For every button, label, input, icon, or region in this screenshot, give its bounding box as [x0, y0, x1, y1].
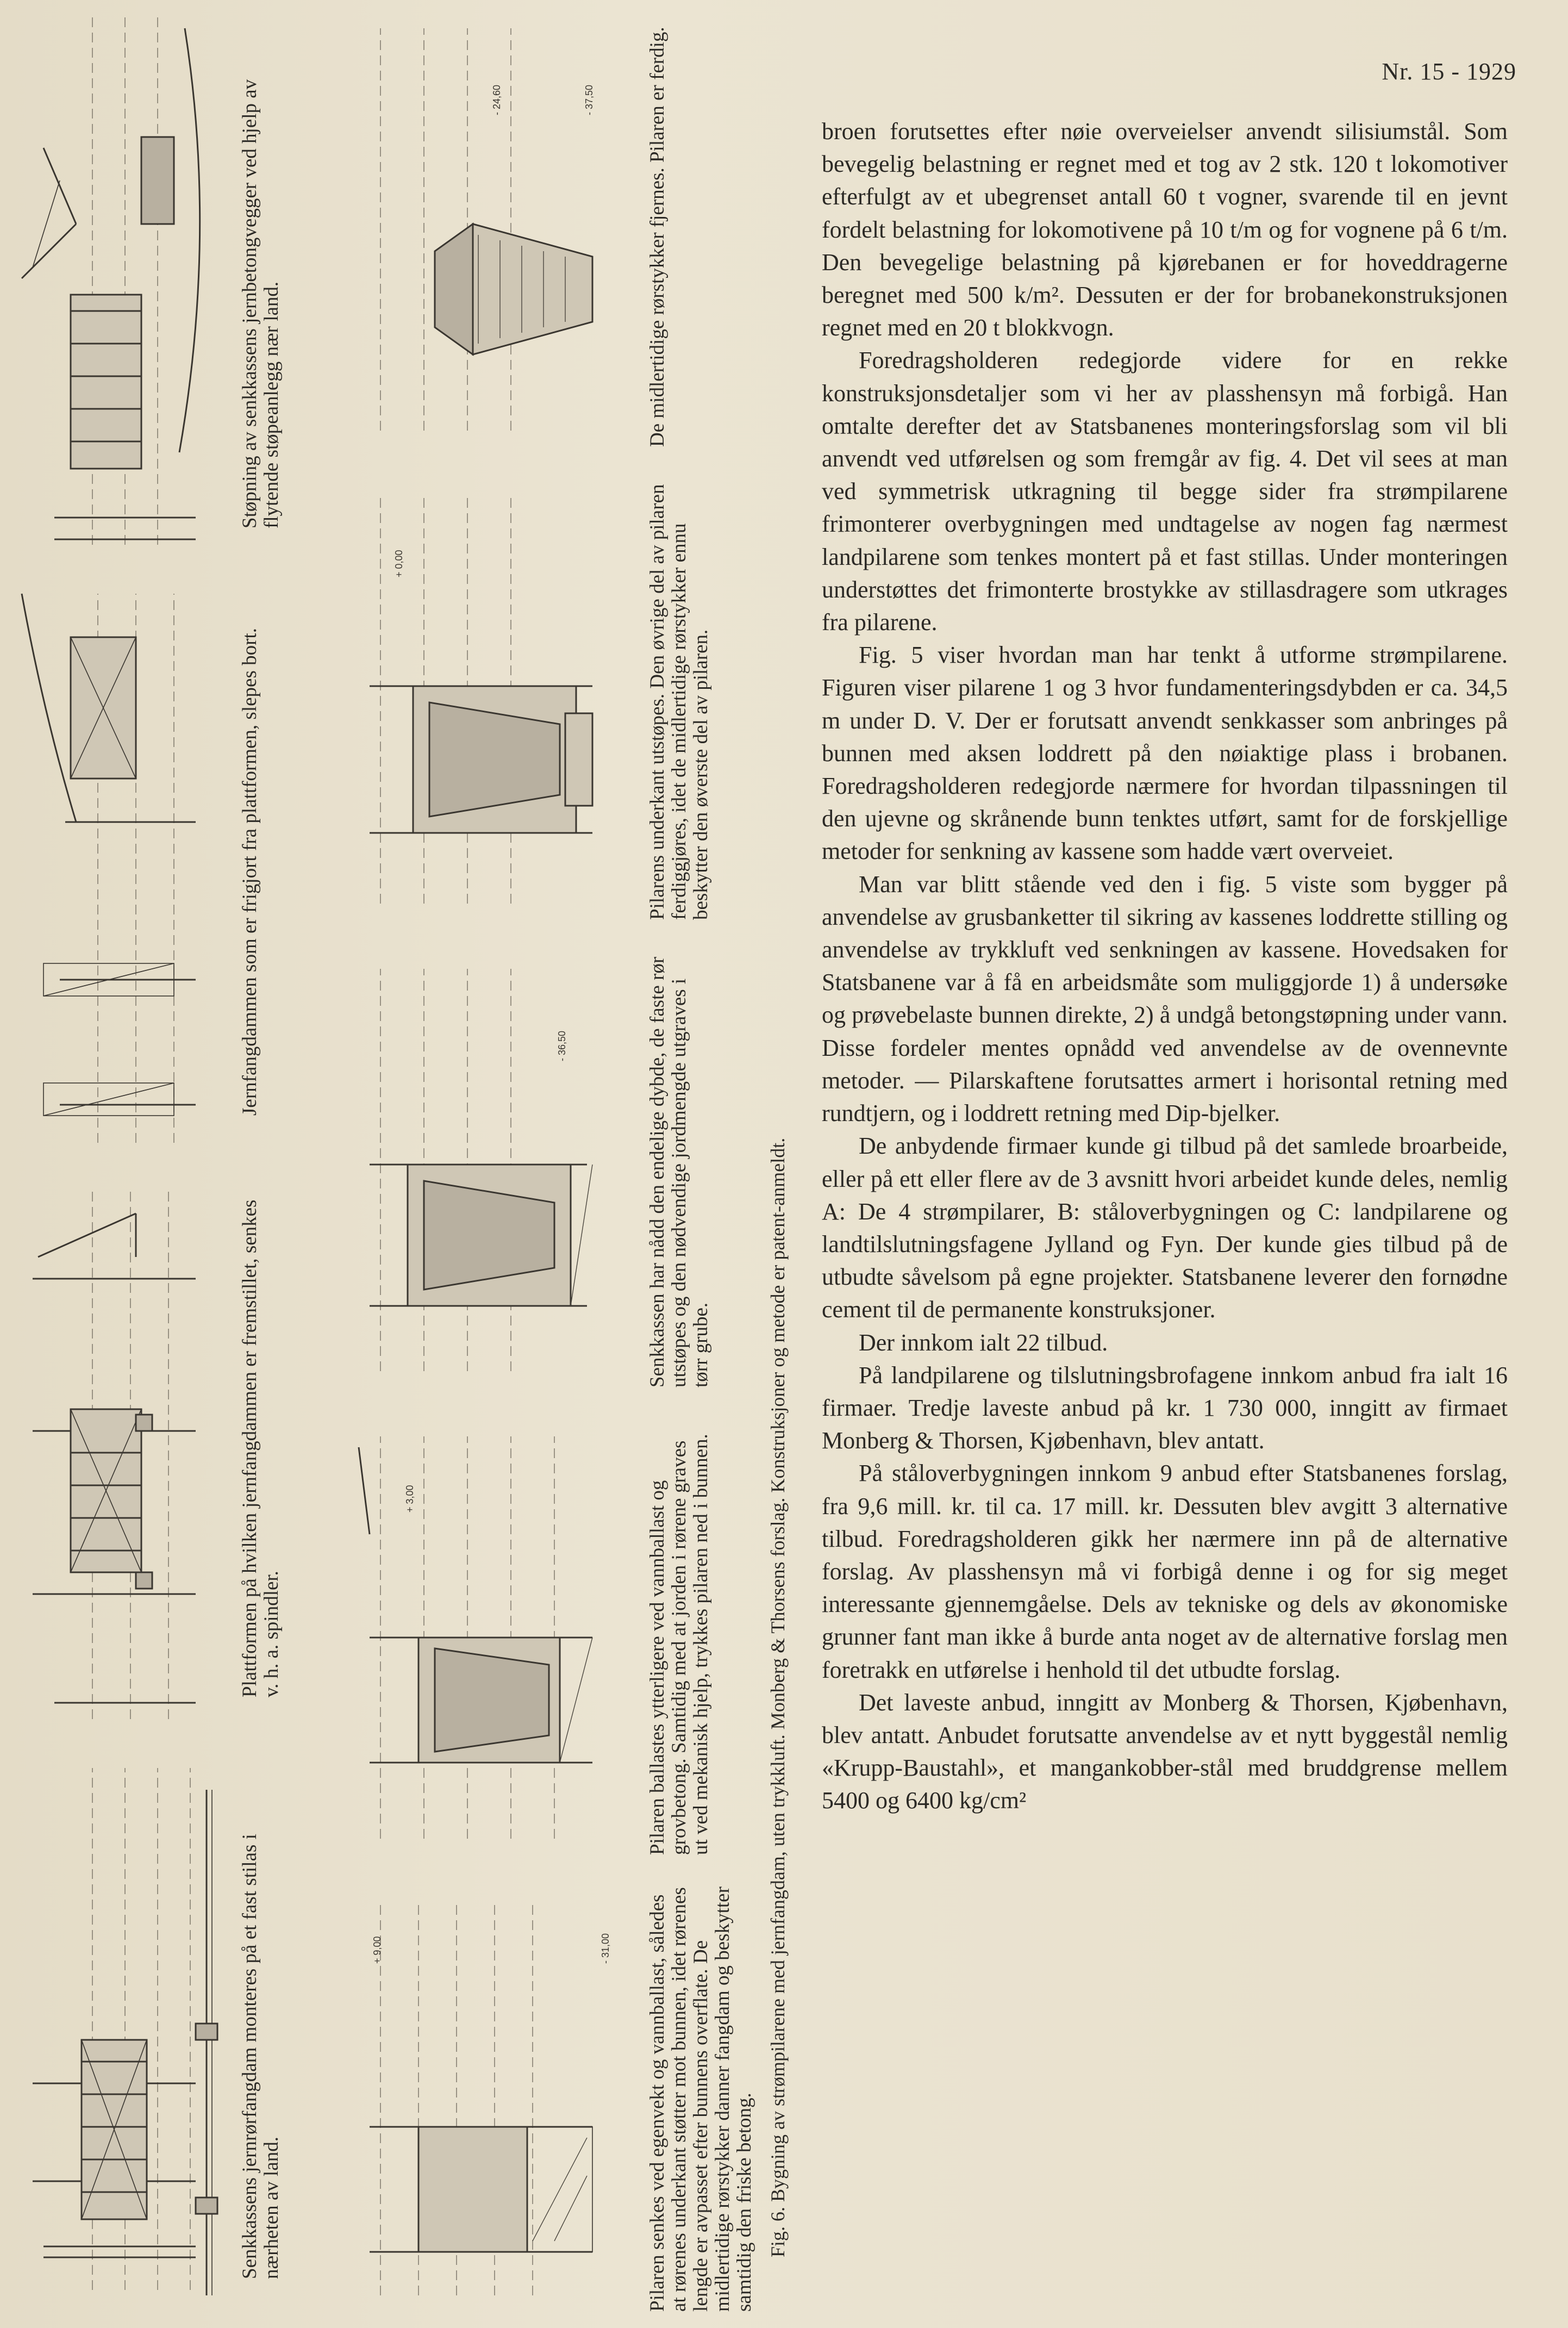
figure-panel-6	[337, 1415, 750, 1860]
level-label: + 0,00	[393, 550, 404, 577]
level-label: - 24,60	[491, 84, 502, 115]
paragraph: broen forutsettes efter nøie overveielser anvendt silisiumstål. Som bevegelig belastning er regnet med et tog av 2 stk. 120 t lokomotiver efterfulgt av et ubegrenset antall 60 t vogner, svarende til en jevnt fordelt belastning for lokomotivene på 10 t/m og for vognene på 6 t/m. Den bevegelige belastning på kjørebanen er for hoveddragerne beregnet med 500 k/m². Dessuten er der for brobanekonstruksjonen regnet med en 20 t blokkvogn.	[822, 118, 1508, 341]
panel-6-drawing	[337, 1415, 641, 1860]
level-label: + 9,00	[372, 1936, 383, 1964]
panel-1-caption: Senkkassens jernrørfangdam monteres på et fast stilas i nærheten av land.	[239, 1834, 283, 2279]
level-label: - 31,00	[600, 1933, 611, 1964]
paragraph: Foredragsholderen redegjorde videre for en rekke konstruksjonsdetaljer som vi her av plasshensyn må forbigå. Han omtalte derefter det av Statsbanenes monteringsforslag som vil bli anvendt ved utførelsen og som fremgår av fig. 4. Det vil sees at man ved symmetrisk utkragning til begge sider fra strømpilarene frimonterer overbygningen med undtagelse av nogen fag nærmest landpilarene som tenkes montert på et fast stillas. Under monteringen understøttes det frimonterte brostykke av stillasdragere som utkrages fra pilarene.	[822, 347, 1508, 636]
paragraph: Det laveste anbud, inngitt av Monberg & Thorsen, Kjøbenhavn, blev antatt. Anbudet forutsatte anvendelse av et nytt byggestål nemlig «Krupp-Baustahl», et mangankobber-stål med bruddgrense mellem 5400 og 6400 kg/cm²	[822, 1689, 1508, 1814]
paragraph: Fig. 5 viser hvordan man har tenkt å utforme strømpilarene. Figuren viser pilarene 1 og 3 hvor fundamenteringsdybden er ca. 34,5 m under D. V. Der er forutsatt anvendt senkkasser som anbringes på bunnen med aksen loddrett på den nøiaktige plass i brobanen. Foredragsholderen redegjorde nærmere for hvordan tilpassningen til den ujevne og skrånende bunn tenktes utført, samt for de forskjellige metoder for senkning av kassene som hadde vært overveiet.	[822, 642, 1508, 865]
paragraph: På ståloverbygningen innkom 9 anbud efter Statsbanenes forslag, fra 9,6 mill. kr. til ca. 17 mill. kr. Dessuten blev avgitt 3 alternative tilbud. Foredragsholderen gikk her nærmere inn på de alternative forslag. Av plasshensyn må vi forbigå denne i og for sig meget interessante gjennemgåelse. Dels av tekniske og dels av økonomiske grunner fant man ikke å burde anta noget av de alternative forslag men foretrakk en utførelse i henhold til det utbudte forslag.	[822, 1460, 1508, 1683]
panel-9-caption: De midlertidige rørstykker fjernes. Pilaren er ferdig.	[646, 27, 669, 447]
panel-8-drawing	[337, 474, 641, 925]
figure-caption: Fig. 6. Bygning av strømpilarene med jernfangdam, uten trykkluft. Monberg & Thorsens forslag. Konstruksjoner og metode er patent-anmeldt.	[767, 1137, 789, 2257]
panel-9-drawing	[337, 7, 641, 452]
panel-3-caption: Jernfangdammen som er frigjort fra plattformen, slepes bort.	[239, 628, 261, 1116]
panel-7-drawing	[337, 947, 641, 1393]
figure-panel-3	[0, 583, 283, 1159]
figure-panel-2	[0, 1175, 283, 1735]
figure-panel-5	[337, 1882, 755, 2317]
panel-2-caption: Plattformen på hvilken jernfangdammen er fremstillet, senkes v. h. a. spindler.	[239, 1199, 283, 1697]
panel-6-caption: Pilaren ballastes ytterligere ved vannballast og grovbetong. Samtidig med at jorden i rørene graves ut ved mekanisk hjelp, trykkes pilaren ned i bunnen.	[646, 1434, 712, 1855]
article-text-column	[822, 115, 1508, 1817]
panel-4-caption: Støpning av senkkassens jernbetongvegger ved hjelp av flytende støpeanlegg nær land.	[239, 79, 283, 528]
panel-7-caption: Senkkassen har nådd den endelige dybde, de faste rør utstøpes og den nødvendige jordmengde utgraves i tørr grube.	[646, 956, 712, 1387]
panel-8-caption: Pilarens underkant utstøpes. Den øvrige del av pilaren ferdiggjøres, idet de midlertidige rørstykker ennu beskytter den øverste del av pilaren.	[646, 484, 712, 920]
paragraph: Man var blitt stående ved den i fig. 5 viste som bygger på anvendelse av grusbanketter til sikring av kassenes loddrette stilling og anvendelse av trykkluft ved senkningen av kassene. Hovedsaken for Statsbanene var å få en arbeidsmåte som muliggjorde 1) å undersøke og prøvebelaste bunnen direkte, 2) å undgå betongstøpning under vann. Disse fordeler mentes opnådd ved anvendelse av de ovennevnte metoder. — Pilarskaftene forutsattes armert i horisontal retning med rundtjern, og i loddrett retning med Dip-bjelker.	[822, 870, 1508, 1127]
figure-panel-8	[337, 474, 750, 925]
page-number: Nr. 15 - 1929	[1382, 58, 1516, 85]
panel-5-drawing	[337, 1882, 641, 2317]
figure-panel-9	[337, 7, 750, 452]
panel-5-caption: Pilaren senkes ved egenvekt og vannballast, således at rørenes underkant støtter mot bunnen, idet rørenes lengde er avpasset efter bunnens overflate. De midlertidige rørstykker danner fangdam og beskytter samtidig den friske betong.	[646, 1887, 755, 2312]
paragraph: De anbydende firmaer kunde gi tilbud på det samlede broarbeide, eller på ett eller flere av de 3 avsnitt hvori arbeidet kunde deles, nemlig A: De 4 strømpilarer, B: ståloverbygningen og C: landpilarene og landtilslutningsfagene Jylland og Fyn. Der kunde gies tilbud på de utbudte såvelsom på egne projekter. Statsbanene leverer den fornødne cement til de permanente konstruksjoner.	[822, 1132, 1508, 1323]
paragraph: Der innkom ialt 22 tilbud.	[859, 1329, 1108, 1356]
level-label: - 36,50	[557, 1030, 567, 1061]
figure-panel-4	[0, 7, 283, 561]
paragraph: På landpilarene og tilslutningsbrofagene innkom anbud fra ialt 16 firmaer. Tredje laveste anbud på kr. 1 730 000, inngitt av firmaet Monberg & Thorsen, Kjøbenhavn, blev antatt.	[822, 1361, 1508, 1454]
figure-panel-7	[337, 947, 750, 1393]
level-label: - 37,50	[584, 84, 595, 115]
level-label: + 3,00	[404, 1485, 415, 1512]
figure-panel-1	[0, 1757, 283, 2312]
